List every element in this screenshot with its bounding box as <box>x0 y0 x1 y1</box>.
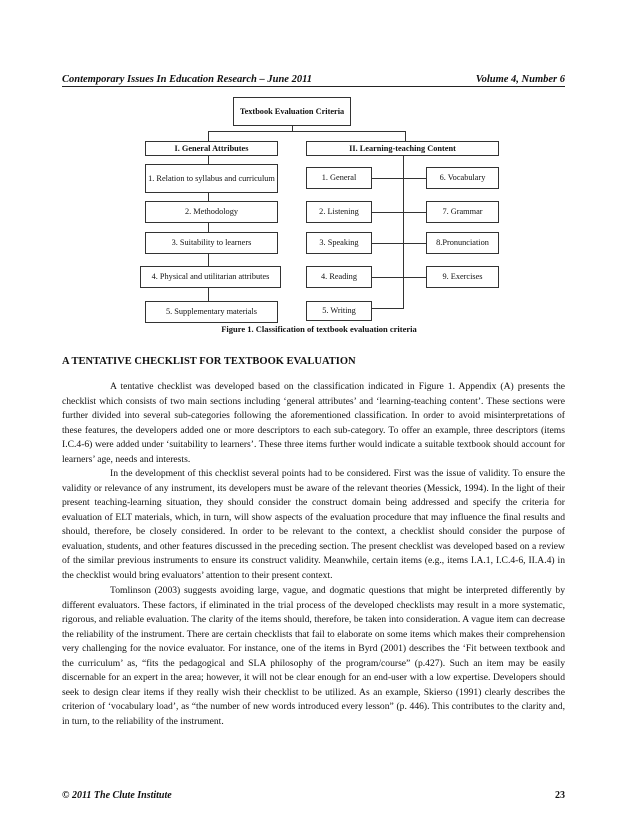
connector-row3 <box>372 243 426 244</box>
attr-item: 4. Physical and utilitarian attributes <box>140 266 281 288</box>
content-item: 3. Speaking <box>306 232 372 254</box>
page-footer <box>62 790 565 801</box>
copyright: © 2011 The Clute Institute <box>62 790 172 801</box>
attr-item: 5. Supplementary materials <box>145 301 278 323</box>
root-box: Textbook Evaluation Criteria <box>233 97 351 126</box>
branch2-title: II. Learning-teaching Content <box>306 141 499 156</box>
content-item: 4. Reading <box>306 266 372 288</box>
body-paragraph: A tentative checklist was developed based on the classification indicated in Figure 1. Appendix (A) presents the checklist which consists of two main sections including ‘general attributes’ and ‘learning-teaching content’. These sections were further divided into several sub-categories following the aforementioned classification. In order to avoid misinterpretations of these features, the developers added one or more descriptors to each sub-category. To offer an example, three descriptors (items I.C.4-6) were added under ‘suitability to learners’. These three items further would indicate a suitable textbook should account for learners’ age, needs and interests. <box>62 381 565 465</box>
content-item: 9. Exercises <box>426 266 499 288</box>
branch1-drop <box>208 131 209 141</box>
body-paragraph: In the development of this checklist several points had to be considered. First was the issue of validity. To ensure the validity or relevance of any instrument, its developers must be aware of the relevant theories (Messick, 1994). In the light of their present teaching-learning situation, they should consider the construct domain being addressed and specify the criteria for evaluation of ELT materials, which, in turn, will show aspects of the evaluation procedure that may influence the final results and should, therefore, be closely considered. In order to be relevant to the context, a checklist should consider the purpose of evaluation, students, and other features discussed in the preceding section. The present checklist was developed based on a review of the similar previous instruments to ensure its construct validity. Meanwhile, certain items (e.g., items I.A.1, I.C.4-6, II.A.4) in the checklist would bring evaluators’ attention to their present context. <box>62 468 565 581</box>
branch-connector <box>208 131 406 132</box>
attr-item: 3. Suitability to learners <box>145 232 278 254</box>
content-item: 5. Writing <box>306 301 372 321</box>
content-item: 1. General <box>306 167 372 189</box>
journal-title: Contemporary Issues In Education Research – June 2011 <box>62 74 313 85</box>
figure-caption: Figure 1. Classification of textbook evaluation criteria <box>221 324 417 334</box>
body-paragraph: Tomlinson (2003) suggests avoiding large, vague, and dogmatic questions that might be interpreted differently by different evaluators. These factors, if eliminated in the trial process of the developed checklists may result in a more systematic, rigorous, and reliable evaluation. The clarity of the items should, therefore, be taken into consideration. A vague item can decrease the reliability of the instrument. There are certain checklists that fail to elaborate on some items which makes their comprehension very challenging for the novice evaluator. For instance, one of the items in Byrd (2001) describes the ‘Fit between textbook and the curriculum’ as, “fits the pedagogical and SLA philosophy of the program/course” (p.427). Such an item may be easily discernable for an expert in the area; however, it will not be clear enough for an end-user with a low expertise. Developers should seek to design clear items if they really wish their checklist to be utilized. As an example, Skierso (1991) clearly describes the criterion of ‘vocabulary load’, as “the number of new words introduced every lesson” (p. 446). This contributes to the clarity and, in turn, to the reliability of the instrument. <box>62 585 565 727</box>
content-item: 7. Grammar <box>426 201 499 223</box>
attr-item: 2. Methodology <box>145 201 278 223</box>
branch1-title: I. General Attributes <box>145 141 278 156</box>
branch2-drop <box>405 131 406 141</box>
section-heading: A TENTATIVE CHECKLIST FOR TEXTBOOK EVALUATION <box>62 356 356 367</box>
page-number: 23 <box>555 790 565 801</box>
connector-row4 <box>372 277 426 278</box>
content-item: 8.Pronunciation <box>426 232 499 254</box>
content-item: 6. Vocabulary <box>426 167 499 189</box>
attr-item: 1. Relation to syllabus and curriculum <box>145 164 278 193</box>
running-header <box>62 74 565 87</box>
content-item: 2. Listening <box>306 201 372 223</box>
connector-row1 <box>372 178 426 179</box>
connector-row5 <box>372 308 404 309</box>
volume-number: Volume 4, Number 6 <box>475 74 565 85</box>
connector-row2 <box>372 212 426 213</box>
